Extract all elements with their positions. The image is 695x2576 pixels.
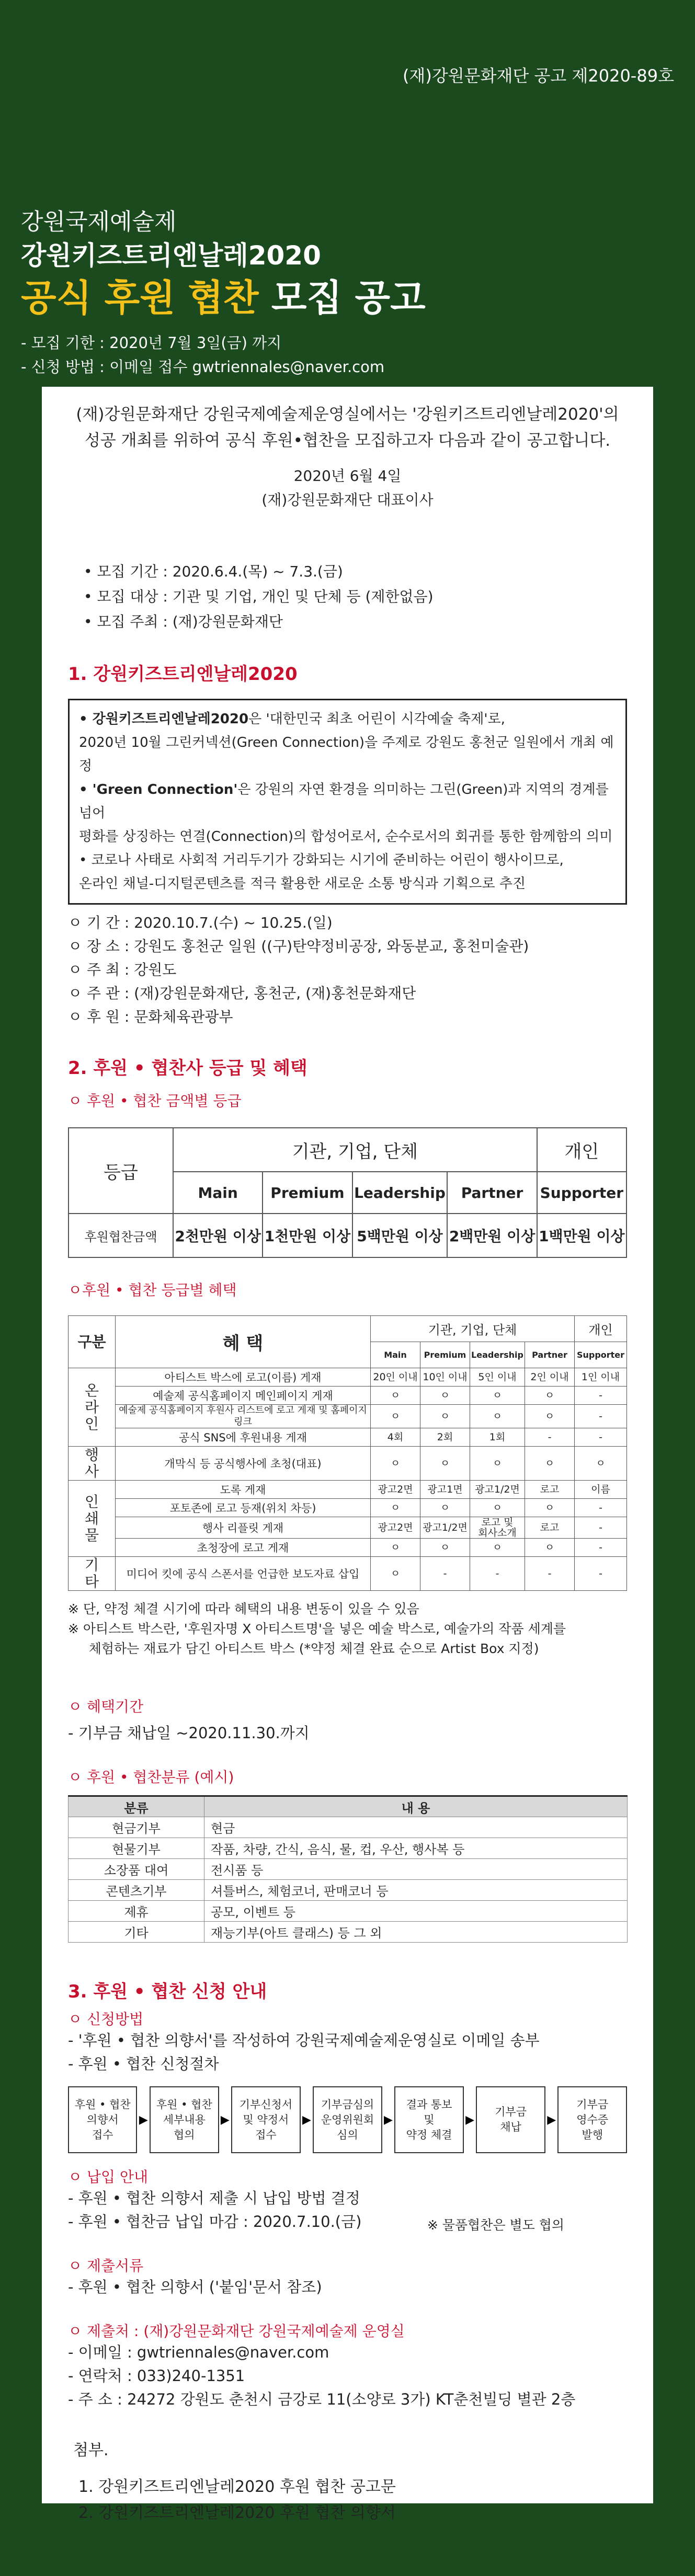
benefit-category: 기 타 — [69, 1557, 116, 1591]
note-line: ※ 아티스트 박스란, '후원자명 X 아티스트명'을 넣은 예술 박스로, 예술가의 작품 세계를 — [68, 1621, 566, 1636]
classify-key: 콘텐츠기부 — [69, 1880, 204, 1901]
benefit-value: ㅇ — [470, 1405, 525, 1428]
headline — [21, 273, 426, 322]
classify-col: 내 용 — [204, 1796, 628, 1817]
amount-cell: 2백만원 이상 — [447, 1214, 537, 1257]
classify-key: 현금기부 — [69, 1817, 204, 1838]
summary-item: • 모집 주최 : (재)강원문화재단 — [84, 613, 283, 630]
grade-title: ㅇ 후원 • 협찬 금액별 등급 — [68, 1092, 242, 1110]
attachments — [68, 2438, 627, 2526]
benefit-value: 로고 — [525, 1517, 575, 1539]
benefit-row — [69, 1428, 627, 1447]
benefit-value: ㅇ — [470, 1387, 525, 1405]
notice-number: (재)강원문화재단 공고 제2020-89호 — [402, 66, 674, 86]
tier-leadership: Leadership — [352, 1172, 448, 1214]
tier-supporter: Supporter — [537, 1172, 626, 1214]
flow-arrow-icon: ▶ — [302, 2113, 311, 2127]
benefit-value: - — [575, 1387, 627, 1405]
benefit-item: 미디어 킷에 공식 스폰서를 언급한 보도자료 삽입 — [116, 1557, 371, 1591]
section3-title: 3. 후원 • 협찬 신청 안내 — [68, 1981, 267, 2002]
classify-col: 분류 — [69, 1796, 204, 1817]
benefit-value: ㅇ — [525, 1405, 575, 1428]
classify-row — [69, 1838, 628, 1859]
attach-item: 2. 강원키즈트리엔날레2020 후원 협찬 의향서 — [78, 2504, 396, 2522]
notice-date — [68, 464, 627, 512]
benefit-item: 도록 게재 — [116, 1481, 371, 1499]
amount-cell: 1천만원 이상 — [263, 1214, 352, 1257]
benefit-value: ㅇ — [470, 1539, 525, 1557]
benefit-row — [69, 1481, 627, 1499]
contact-email: - 이메일 : gwtriennales@naver.com — [68, 2343, 329, 2361]
benefit-value: ㅇ — [420, 1499, 470, 1517]
classify-value: 공모, 이벤트 등 — [204, 1901, 628, 1922]
benefit-value: - — [575, 1428, 627, 1447]
info-item: ㅇ 주 최 : 강원도 — [68, 961, 177, 978]
benefit-item: 행사 리플릿 게재 — [116, 1517, 371, 1539]
classify-key: 제휴 — [69, 1901, 204, 1922]
box-line — [79, 731, 616, 778]
benefit-label: 혜 택 — [116, 1316, 371, 1368]
contact-phone: - 연락처 : 033)240-1351 — [68, 2367, 245, 2385]
process-step: 기부금 채납 — [476, 2086, 545, 2153]
benefit-value: - — [575, 1499, 627, 1517]
group-label: 기관, 기업, 단체 — [173, 1128, 537, 1172]
tier-premium: Premium — [263, 1172, 352, 1214]
intro — [68, 401, 627, 454]
headline-gold: 공식 후원 협찬 — [21, 276, 259, 319]
method-title: ㅇ 신청방법 — [68, 2011, 144, 2028]
process-step: 기부금심의 운영위원회 심의 — [313, 2086, 382, 2153]
grade-label: 등급 — [69, 1128, 173, 1214]
individual-label: 개인 — [537, 1128, 626, 1172]
benefit-value: 10인 이내 — [420, 1368, 470, 1387]
deadline-text: - 모집 기한 : 2020년 7월 3일(금) 까지 — [21, 334, 282, 352]
benefit-row — [69, 1387, 627, 1405]
apply-text: - 신청 방법 : 이메일 접수 gwtriennales@naver.com — [21, 358, 385, 376]
attach-title: 첨부. — [73, 2441, 109, 2459]
header-meta — [21, 331, 426, 379]
intro-line: 성공 개최를 위하여 공식 후원•협찬을 모집하고자 다음과 같이 공고합니다. — [84, 431, 611, 450]
classify-value: 전시품 등 — [204, 1859, 628, 1880]
grade-table — [68, 1127, 627, 1258]
benefit-row — [69, 1557, 627, 1591]
note-line: 체험하는 재료가 담긴 아티스트 박스 (*약정 체결 완료 순으로 Artist Box 지정) — [68, 1641, 539, 1656]
classify-row — [69, 1922, 628, 1943]
process-step: 결과 통보 및 약정 체결 — [394, 2086, 463, 2153]
summary-item: • 모집 대상 : 기관 및 기업, 개인 및 단체 등 (제한없음) — [84, 588, 434, 605]
benefit-value: 광고2면 — [371, 1517, 420, 1539]
box-line — [79, 778, 616, 825]
benefit-value: 광고1면 — [420, 1481, 470, 1499]
pay-line: - 후원 • 협찬 의향서 제출 시 납입 방법 결정 — [68, 2189, 360, 2207]
pay-line: - 후원 • 협찬금 납입 마감 : 2020.7.10.(금) — [68, 2213, 362, 2231]
box-line-text: 2020년 10월 그린커넥션(Green Connection)을 주제로 강원도 홍천군 일원에서 개최 예정 — [79, 735, 614, 774]
tier-partner: Partner — [447, 1172, 537, 1214]
contact-address: - 주 소 : 24272 강원도 춘천시 금강로 11(소양로 3가) KT춘천빌딩 별관 2층 — [68, 2390, 576, 2408]
benefit-value: ㅇ — [371, 1539, 420, 1557]
benefit-item: 개막식 등 공식행사에 초청(대표) — [116, 1447, 371, 1481]
benefit-value: ㅇ — [525, 1447, 575, 1481]
poster-header — [21, 206, 426, 379]
benefit-row — [69, 1368, 627, 1387]
festival-info — [68, 911, 627, 1029]
box-line-text: 온라인 채널-디지털콘텐츠를 적극 활용한 새로운 소통 방식과 기획으로 추진 — [79, 876, 526, 892]
signer-text: (재)강원문화재단 대표이사 — [261, 491, 434, 509]
process-step: 후원 • 협찬 의향서 접수 — [68, 2086, 137, 2153]
benefit-value: ㅇ — [470, 1499, 525, 1517]
box-line — [79, 872, 616, 896]
benefit-value: 광고2면 — [371, 1481, 420, 1499]
period-text: - 기부금 채납일 ~2020.11.30.까지 — [68, 1724, 310, 1742]
section2-title: 2. 후원 • 협찬사 등급 및 혜택 — [68, 1058, 307, 1079]
benefit-value: 4회 — [371, 1428, 420, 1447]
benefit-value: ㅇ — [420, 1405, 470, 1428]
benefit-value: ㅇ — [470, 1447, 525, 1481]
benefit-value: 로고 및 회사소개 — [470, 1517, 525, 1539]
classify-value: 셔틀버스, 체험코너, 판매코너 등 — [204, 1880, 628, 1901]
date-text: 2020년 6월 4일 — [293, 467, 402, 484]
box-line-bold: • 'Green Connection' — [79, 782, 238, 798]
classify-row — [69, 1880, 628, 1901]
notice-card — [42, 387, 653, 2522]
info-item: ㅇ 기 간 : 2020.10.7.(수) ~ 10.25.(일) — [68, 914, 333, 931]
benefit-category: 행 사 — [69, 1447, 116, 1481]
benefit-item: 포토존에 로고 등재(위치 차등) — [116, 1499, 371, 1517]
classify-row — [69, 1901, 628, 1922]
classify-value: 현금 — [204, 1817, 628, 1838]
box-line-text: 은 강원의 자연 환경을 의미하는 그린(Green)과 지역의 경계를 넘어 — [79, 782, 609, 821]
benefit-value: - — [575, 1539, 627, 1557]
benefit-category: 인 쇄 물 — [69, 1481, 116, 1557]
benefit-value: 광고1/2면 — [470, 1481, 525, 1499]
summary-list — [68, 559, 627, 634]
flow-arrow-icon: ▶ — [384, 2113, 393, 2127]
benefit-value: ㅇ — [371, 1447, 420, 1481]
classify-key: 기타 — [69, 1922, 204, 1943]
classify-row — [69, 1817, 628, 1838]
benefit-row — [69, 1405, 627, 1428]
benefit-category: 온 라 인 — [69, 1368, 116, 1447]
benefit-value: - — [525, 1557, 575, 1591]
benefit-value: 1회 — [470, 1428, 525, 1447]
benefit-item: 예술제 공식홈페이지 후원사 리스트에 로고 게재 및 홈페이지 링크 — [116, 1405, 371, 1428]
info-item: ㅇ 주 관 : (재)강원문화재단, 홍천군, (재)홍천문화재단 — [68, 985, 416, 1002]
amount-cell: 1백만원 이상 — [537, 1214, 626, 1257]
benefit-value: - — [575, 1557, 627, 1591]
benefit-individual-label: 개인 — [575, 1316, 627, 1342]
classify-title: ㅇ 후원 • 협찬분류 (예시) — [68, 1769, 234, 1786]
classify-value: 작품, 차량, 간식, 음식, 물, 컵, 우산, 행사복 등 — [204, 1838, 628, 1859]
benefit-tier: Premium — [420, 1342, 470, 1368]
box-line — [79, 708, 616, 731]
process-flow — [68, 2086, 627, 2153]
benefit-value: ㅇ — [371, 1499, 420, 1517]
benefit-row — [69, 1447, 627, 1481]
box-line — [79, 825, 616, 849]
benefit-value: ㅇ — [371, 1557, 420, 1591]
benefit-value: - — [525, 1428, 575, 1447]
benefit-value: 2회 — [420, 1428, 470, 1447]
benefit-item: 초청장에 로고 게재 — [116, 1539, 371, 1557]
benefit-tier: Supporter — [575, 1342, 627, 1368]
box-line — [79, 849, 616, 872]
benefit-group-label: 기관, 기업, 단체 — [371, 1316, 575, 1342]
pay-note: ※ 물품협찬은 별도 협의 — [427, 2217, 564, 2233]
benefit-value: 이름 — [575, 1481, 627, 1499]
classify-table — [68, 1795, 628, 1943]
box-line-text: 은 '대한민국 최초 어린이 시각예술 축제'로, — [248, 711, 505, 727]
benefit-tier: Partner — [525, 1342, 575, 1368]
headline-white: 모집 공고 — [258, 276, 426, 319]
process-step: 후원 • 협찬 세부내용 협의 — [150, 2086, 219, 2153]
period-title: ㅇ 혜택기간 — [68, 1698, 144, 1715]
benefit-row — [69, 1517, 627, 1539]
benefit-item: 아티스트 박스에 로고(이름) 게재 — [116, 1368, 371, 1387]
amount-cell: 5백만원 이상 — [352, 1214, 448, 1257]
benefit-value: 20인 이내 — [371, 1368, 420, 1387]
docs-title: ㅇ 제출서류 — [68, 2257, 144, 2274]
classify-value: 재능기부(아트 클래스) 등 그 외 — [204, 1922, 628, 1943]
flow-arrow-icon: ▶ — [139, 2113, 148, 2127]
box-line-text: 평화를 상징하는 연결(Connection)의 합성어로서, 순수로서의 회귀를 통한 함께함의 의미 — [79, 829, 613, 845]
classify-key: 현물기부 — [69, 1838, 204, 1859]
note-line: ※ 단, 약정 체결 시기에 따라 혜택의 내용 변동이 있을 수 있음 — [68, 1601, 419, 1616]
benefit-notes — [68, 1599, 627, 1659]
benefit-value: ㅇ — [420, 1539, 470, 1557]
benefit-item: 예술제 공식홈페이지 메인페이지 게재 — [116, 1387, 371, 1405]
event-name: 강원키즈트리엔날레2020 — [21, 240, 321, 271]
benefit-value: ㅇ — [371, 1405, 420, 1428]
festival-intro-box — [68, 699, 627, 905]
benefit-value: ㅇ — [371, 1387, 420, 1405]
method-line: - 후원 • 협찬 신청절차 — [68, 2055, 219, 2073]
benefit-value: ㅇ — [525, 1499, 575, 1517]
benefit-value: ㅇ — [420, 1447, 470, 1481]
info-item: ㅇ 장 소 : 강원도 홍천군 일원 ((구)탄약정비공장, 와동분교, 홍천미술관) — [68, 938, 529, 955]
flow-arrow-icon: ▶ — [465, 2113, 475, 2127]
benefit-tier: Leadership — [470, 1342, 525, 1368]
amount-cell: 2천만원 이상 — [173, 1214, 263, 1257]
method-line: - '후원 • 협찬 의향서'를 작성하여 강원국제예술제운영실로 이메일 송부 — [68, 2031, 540, 2049]
benefit-value: ㅇ — [575, 1447, 627, 1481]
benefit-value: 로고 — [525, 1481, 575, 1499]
cat-label: 구분 — [69, 1316, 116, 1368]
section1-title: 1. 강원키즈트리엔날레2020 — [68, 664, 298, 685]
contact-title: ㅇ 제출처 : (재)강원문화재단 강원국제예술제 운영실 — [68, 2323, 405, 2340]
classify-key: 소장품 대여 — [69, 1859, 204, 1880]
box-line-bold: • 강원키즈트리엔날레2020 — [79, 711, 249, 727]
flow-arrow-icon: ▶ — [547, 2113, 556, 2127]
benefit-row — [69, 1539, 627, 1557]
attach-item: 1. 강원키즈트리엔날레2020 후원 협찬 공고문 — [78, 2478, 396, 2496]
contact-lines — [68, 2341, 627, 2411]
benefit-row — [69, 1499, 627, 1517]
box-line-text: • 코로나 사태로 사회적 거리두기가 강화되는 시기에 준비하는 어린이 행사이므로, — [79, 852, 564, 868]
pay-block — [68, 2187, 627, 2234]
process-step: 기부금 영수증 발행 — [557, 2086, 626, 2153]
benefit-value: ㅇ — [525, 1387, 575, 1405]
pay-lines — [68, 2187, 361, 2234]
benefit-value: - — [420, 1557, 470, 1591]
classify-row — [69, 1859, 628, 1880]
benefit-value: - — [575, 1517, 627, 1539]
benefit-value: 광고1/2면 — [420, 1517, 470, 1539]
benefit-value: 2인 이내 — [525, 1368, 575, 1387]
benefit-value: ㅇ — [420, 1387, 470, 1405]
tier-main: Main — [173, 1172, 263, 1214]
summary-item: • 모집 기간 : 2020.6.4.(목) ~ 7.3.(금) — [84, 563, 343, 580]
benefit-title: ㅇ후원 • 협찬 등급별 혜택 — [68, 1281, 237, 1299]
benefit-value: - — [575, 1405, 627, 1428]
intro-line: (재)강원문화재단 강원국제예술제운영실에서는 '강원키즈트리엔날레2020'의 — [76, 405, 619, 424]
docs-line: - 후원 • 협찬 의향서 ('붙임'문서 참조) — [68, 2278, 322, 2296]
benefit-tier: Main — [371, 1342, 420, 1368]
benefit-value: 1인 이내 — [575, 1368, 627, 1387]
benefit-table — [68, 1315, 627, 1591]
flow-arrow-icon: ▶ — [220, 2113, 230, 2127]
benefit-value: - — [470, 1557, 525, 1591]
org-name: 강원국제예술제 — [21, 209, 177, 235]
benefit-value: ㅇ — [525, 1539, 575, 1557]
benefit-item: 공식 SNS에 후원내용 게재 — [116, 1428, 371, 1447]
benefit-value: 5인 이내 — [470, 1368, 525, 1387]
pay-title: ㅇ 납입 안내 — [68, 2168, 149, 2186]
amount-label: 후원협찬금액 — [69, 1214, 173, 1257]
info-item: ㅇ 후 원 : 문화체육관광부 — [68, 1008, 233, 1025]
method-lines — [68, 2029, 627, 2076]
process-step: 기부신청서 및 약정서 접수 — [231, 2086, 300, 2153]
